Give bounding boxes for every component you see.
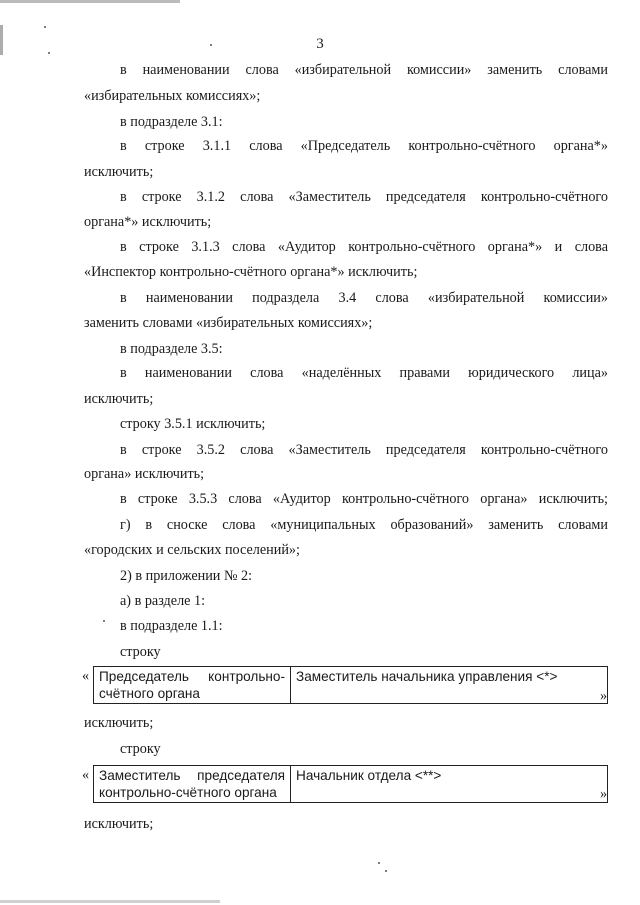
scan-speck xyxy=(44,26,46,28)
paragraph-line: исключить; xyxy=(84,816,154,832)
scan-speck xyxy=(48,52,50,54)
scan-speck xyxy=(210,44,212,46)
paragraph-line: в наименовании подраздела 3.4 слова «избирательной комиссии» xyxy=(120,290,608,306)
scan-speck xyxy=(385,870,387,872)
open-quote: « xyxy=(82,668,90,684)
scan-edge-mark xyxy=(0,25,3,55)
paragraph-line: строку xyxy=(120,644,161,660)
table-row-deputy xyxy=(93,765,608,803)
paragraph-line: «городских и сельских поселений»; xyxy=(84,542,300,558)
cell-line: Заместитель председателя xyxy=(99,768,285,783)
paragraph-line: строку 3.5.1 исключить; xyxy=(120,416,266,432)
close-quote: » xyxy=(600,688,608,704)
table-cell-new-position: Начальник отдела <**> xyxy=(291,766,608,803)
cell-line: контрольно-счётного органа xyxy=(99,785,277,800)
paragraph-line: в строке 3.1.1 слова «Председатель контрольно-счётного органа*» xyxy=(120,138,608,154)
paragraph-line: а) в разделе 1: xyxy=(120,593,206,609)
paragraph-line: в наименовании слова «избирательной комиссии» заменить словами xyxy=(120,62,608,78)
close-quote: » xyxy=(600,786,608,802)
table-cell-new-position: Заместитель начальника управления <*> xyxy=(291,667,608,704)
paragraph-line: органа*» исключить; xyxy=(84,214,212,230)
scan-speck xyxy=(378,862,380,864)
scan-edge-mark xyxy=(0,900,220,903)
paragraph-line: в строке 3.5.3 слова «Аудитор контрольно-счётного органа» исключить; xyxy=(120,491,608,507)
scan-speck xyxy=(103,620,105,622)
paragraph-line: исключить; xyxy=(84,715,154,731)
paragraph-line: в подразделе 3.5: xyxy=(120,341,223,357)
paragraph-line: г) в сноске слова «муниципальных образований» заменить словами xyxy=(120,517,608,533)
paragraph-line: исключить; xyxy=(84,164,154,180)
paragraph-line: в строке 3.5.2 слова «Заместитель председателя контрольно-счётного xyxy=(120,442,608,458)
paragraph-line: заменить словами «избирательных комиссиях»; xyxy=(84,315,373,331)
paragraph-line: исключить; xyxy=(84,391,154,407)
paragraph-line: строку xyxy=(120,741,161,757)
paragraph-line: 2) в приложении № 2: xyxy=(120,568,253,584)
paragraph-line: в строке 3.1.3 слова «Аудитор контрольно-счётного органа*» и слова xyxy=(120,239,608,255)
paragraph-line: «Инспектор контрольно-счётного органа*» исключить; xyxy=(84,264,418,280)
scan-edge-mark xyxy=(0,0,180,3)
page-number: 3 xyxy=(316,36,324,52)
cell-line: Председатель контрольно- xyxy=(99,669,285,684)
paragraph-line: в подразделе 1.1: xyxy=(120,618,223,634)
table-cell-old-position xyxy=(94,766,291,803)
paragraph-line: в наименовании слова «наделённых правами юридического лица» xyxy=(120,365,608,381)
table-row-chairman xyxy=(93,666,608,704)
paragraph-line: «избирательных комиссиях»; xyxy=(84,88,261,104)
table-cell-old-position xyxy=(94,667,291,704)
paragraph-line: в подразделе 3.1: xyxy=(120,114,223,130)
open-quote: « xyxy=(82,767,90,783)
paragraph-line: в строке 3.1.2 слова «Заместитель председателя контрольно-счётного xyxy=(120,189,608,205)
paragraph-line: органа» исключить; xyxy=(84,466,205,482)
cell-line: счётного органа xyxy=(99,686,200,701)
